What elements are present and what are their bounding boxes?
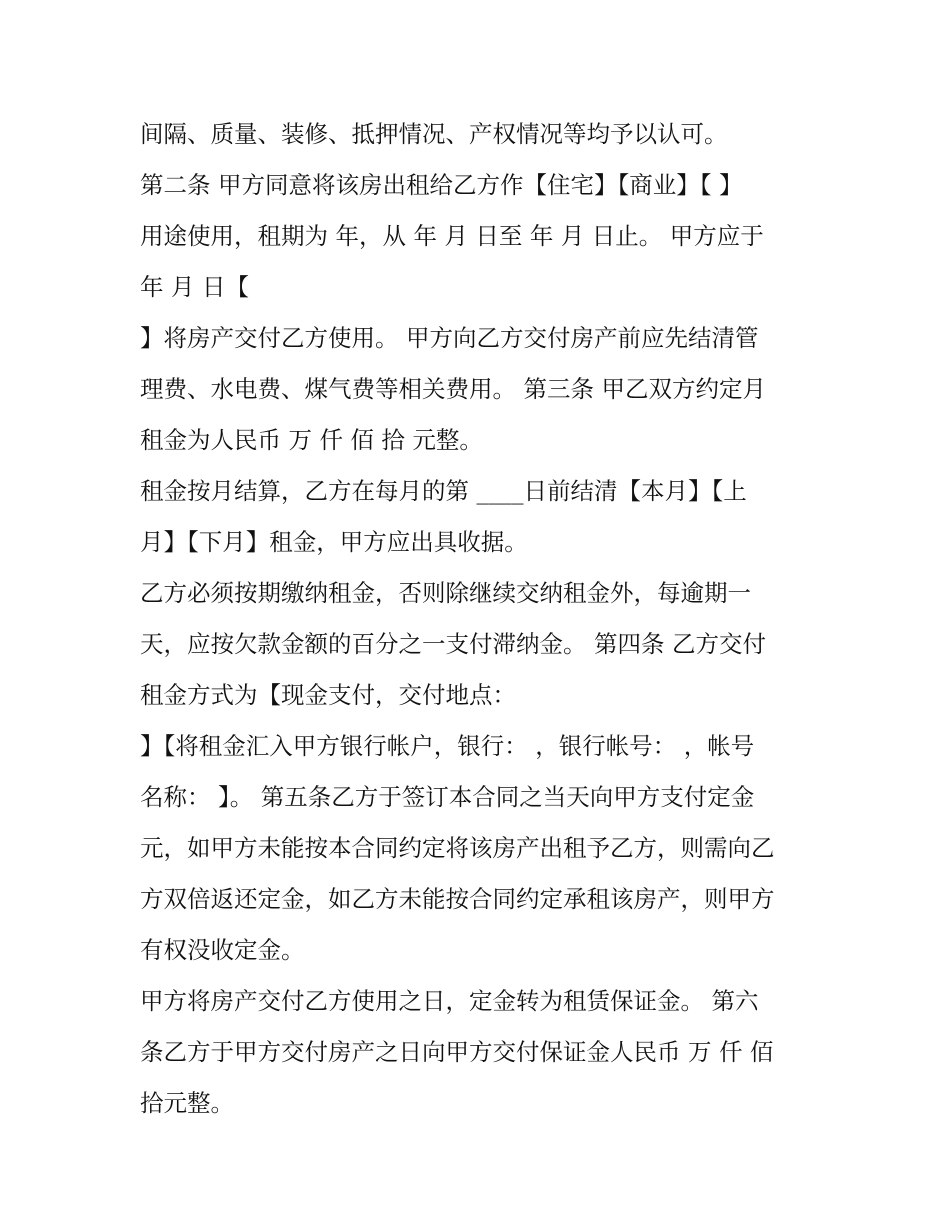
text-line: 月】【下月】租金，甲方应出具收据。 (140, 528, 528, 556)
text-line: 租金方式为【现金支付，交付地点： (140, 681, 516, 709)
text-line: 租金按月结算，乙方在每月的第 ____日前结清【本月】【上 (140, 477, 747, 505)
text-line: 用途使用，租期为 年，从 年 月 日至 年 月 日止。 甲方应于 (140, 222, 764, 250)
contract-text (140, 109, 840, 1129)
text-line: 元，如甲方未能按本合同约定将该房产出租予乙方，则需向乙 (140, 834, 775, 862)
text-line: 理费、水电费、煤气费等相关费用。 第三条 甲乙双方约定月 (140, 375, 766, 403)
text-line: 甲方将房产交付乙方使用之日，定金转为租赁保证金。 第六 (140, 987, 759, 1015)
text-line: 年 月 日【 (140, 273, 249, 301)
text-line: 租金为人民币 万 仟 佰 拾 元整。 (140, 426, 483, 454)
text-line: 第二条 甲方同意将该房出租给乙方作【住宅】【商业】【 】 (140, 171, 743, 199)
text-line: 有权没收定金。 (140, 936, 305, 964)
text-line: 方双倍返还定金，如乙方未能按合同约定承租该房产，则甲方 (140, 885, 775, 913)
text-line: 】将房产交付乙方使用。 甲方向乙方交付房产前应先结清管 (140, 324, 759, 352)
text-line: 】【将租金汇入甲方银行帐户，银行： ，银行帐号： ，帐号 (140, 732, 755, 760)
text-line: 条乙方于甲方交付房产之日向甲方交付保证金人民币 万 仟 佰 (140, 1038, 774, 1066)
text-line: 间隔、质量、装修、抵押情况、产权情况等均予以认可。 (140, 120, 728, 148)
text-line: 乙方必须按期缴纳租金，否则除继续交纳租金外，每逾期一 (140, 579, 751, 607)
text-line: 天，应按欠款金额的百分之一支付滞纳金。 第四条 乙方交付 (140, 630, 766, 658)
text-line: 名称： 】。 第五条乙方于签订本合同之当天向甲方支付定金 (140, 783, 755, 811)
text-line: 拾元整。 (140, 1089, 234, 1117)
